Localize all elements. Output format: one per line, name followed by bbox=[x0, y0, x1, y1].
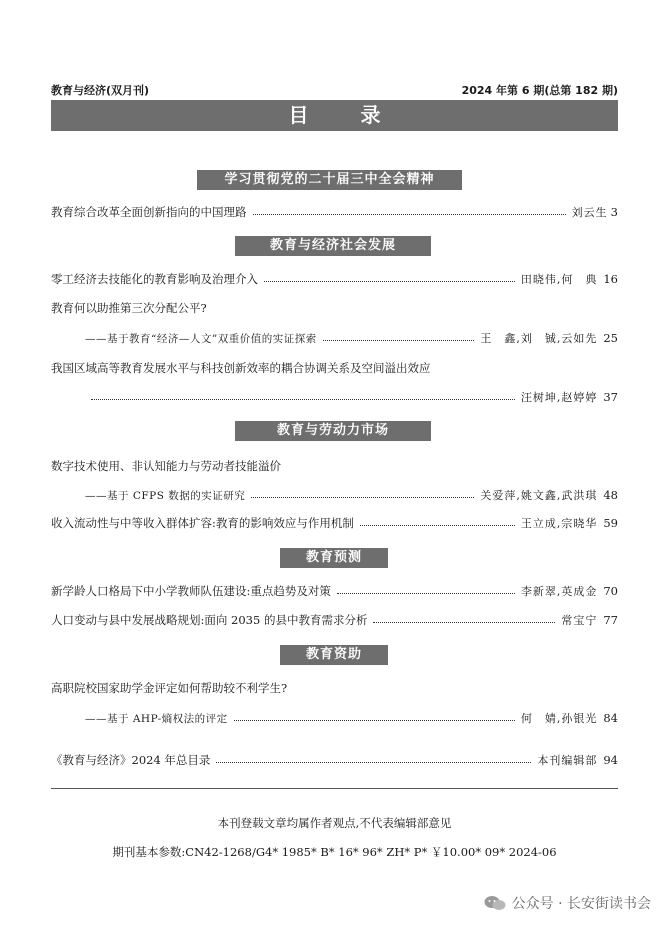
toc-entry-2[interactable] bbox=[51, 270, 618, 288]
article-title-5[interactable]: 数字技术使用、非认知能力与劳动者技能溢价 bbox=[51, 459, 281, 473]
leader-dots bbox=[251, 497, 474, 498]
article-title: 收入流动性与中等收入群体扩容:教育的影响效应与作用机制 bbox=[51, 516, 354, 530]
page-number: 59 bbox=[603, 516, 618, 530]
watermark bbox=[484, 893, 651, 913]
article-title-3[interactable]: 教育何以助推第三次分配公平? bbox=[51, 301, 207, 315]
article-authors: 本刊编辑部 bbox=[537, 754, 598, 767]
page-number: 3 bbox=[610, 205, 618, 219]
article-authors: 刘云生 bbox=[571, 206, 608, 219]
page-number: 70 bbox=[603, 584, 618, 598]
page-number: 16 bbox=[603, 272, 618, 286]
article-authors: 李新翠,英成金 bbox=[520, 585, 598, 598]
divider bbox=[51, 788, 618, 789]
section-heading-3: 教育与劳动力市场 bbox=[235, 421, 431, 441]
article-title: 《教育与经济》2024 年总目录 bbox=[51, 753, 211, 767]
article-authors: 常宝宁 bbox=[561, 614, 598, 627]
leader-dots bbox=[91, 399, 515, 400]
toc-entry-7[interactable] bbox=[51, 582, 618, 600]
leader-dots bbox=[216, 762, 531, 763]
article-title: 教育综合改革全面创新指向的中国理路 bbox=[51, 205, 247, 219]
leader-dots bbox=[253, 214, 566, 215]
article-title-4[interactable]: 我国区域高等教育发展水平与科技创新效率的耦合协调关系及空间溢出效应 bbox=[51, 361, 431, 375]
article-authors: 汪树坤,赵婷婷 bbox=[520, 391, 598, 404]
leader-dots bbox=[337, 593, 515, 594]
toc-entry-10[interactable] bbox=[51, 751, 618, 769]
page-number: 94 bbox=[603, 753, 618, 767]
journal-name: 教育与经济(双月刊) bbox=[51, 84, 150, 97]
article-authors: 关爱萍,姚文鑫,武洪琪 bbox=[480, 489, 598, 502]
article-title-9[interactable]: 高职院校国家助学金评定如何帮助较不利学生? bbox=[51, 681, 288, 695]
toc-entry-4[interactable] bbox=[51, 388, 618, 406]
section-heading-2: 教育与经济社会发展 bbox=[235, 236, 431, 256]
article-subtitle: ——基于教育“经济—人文”双重价值的实证探索 bbox=[85, 332, 317, 345]
article-title: 零工经济去技能化的教育影响及治理介入 bbox=[51, 272, 258, 286]
page-number: 84 bbox=[603, 711, 618, 725]
toc-entry-3[interactable] bbox=[51, 329, 618, 347]
article-subtitle: ——基于 AHP-熵权法的评定 bbox=[85, 712, 228, 725]
watermark-text: 公众号 · 长安街读书会 bbox=[511, 896, 651, 912]
toc-entry-5[interactable] bbox=[51, 486, 618, 504]
section-heading-5: 教育资助 bbox=[280, 645, 388, 665]
leader-dots bbox=[373, 622, 555, 623]
article-title: 新学龄人口格局下中小学教师队伍建设:重点趋势及对策 bbox=[51, 584, 331, 598]
toc-entry-8[interactable] bbox=[51, 611, 618, 629]
page-number: 37 bbox=[603, 390, 618, 404]
issue-info: 2024 年第 6 期(总第 182 期) bbox=[461, 84, 618, 97]
article-authors: 田晓伟,何 典 bbox=[520, 273, 598, 286]
wechat-icon bbox=[484, 895, 506, 911]
page-number: 48 bbox=[603, 488, 618, 502]
leader-dots bbox=[264, 281, 515, 282]
article-subtitle: ——基于 CFPS 数据的实证研究 bbox=[85, 489, 246, 502]
leader-dots bbox=[234, 720, 515, 721]
toc-entry-9[interactable] bbox=[51, 709, 618, 727]
journal-parameters: 期刊基本参数:CN42-1268/G4* 1985* B* 16* 96* ZH* P* ￥10.00* 09* 2024-06 bbox=[112, 845, 557, 859]
article-authors: 王立成,宗晓华 bbox=[520, 517, 598, 530]
page-number: 25 bbox=[603, 331, 618, 345]
leader-dots bbox=[360, 525, 515, 526]
page-number: 77 bbox=[603, 613, 618, 627]
section-heading-1: 学习贯彻党的二十届三中全会精神 bbox=[197, 170, 462, 190]
leader-dots bbox=[323, 340, 475, 341]
disclaimer: 本刊登载文章均属作者观点,不代表编辑部意见 bbox=[217, 816, 452, 830]
article-authors: 何 婧,孙银光 bbox=[520, 712, 598, 725]
page-title: 目录 bbox=[288, 103, 433, 127]
article-title: 人口变动与县中发展战略规划:面向 2035 的县中教育需求分析 bbox=[51, 613, 368, 627]
toc-entry-1[interactable] bbox=[51, 203, 618, 221]
toc-entry-6[interactable] bbox=[51, 514, 618, 532]
section-heading-4: 教育预测 bbox=[280, 548, 388, 568]
article-authors: 王 鑫,刘 铖,云如先 bbox=[480, 332, 598, 345]
